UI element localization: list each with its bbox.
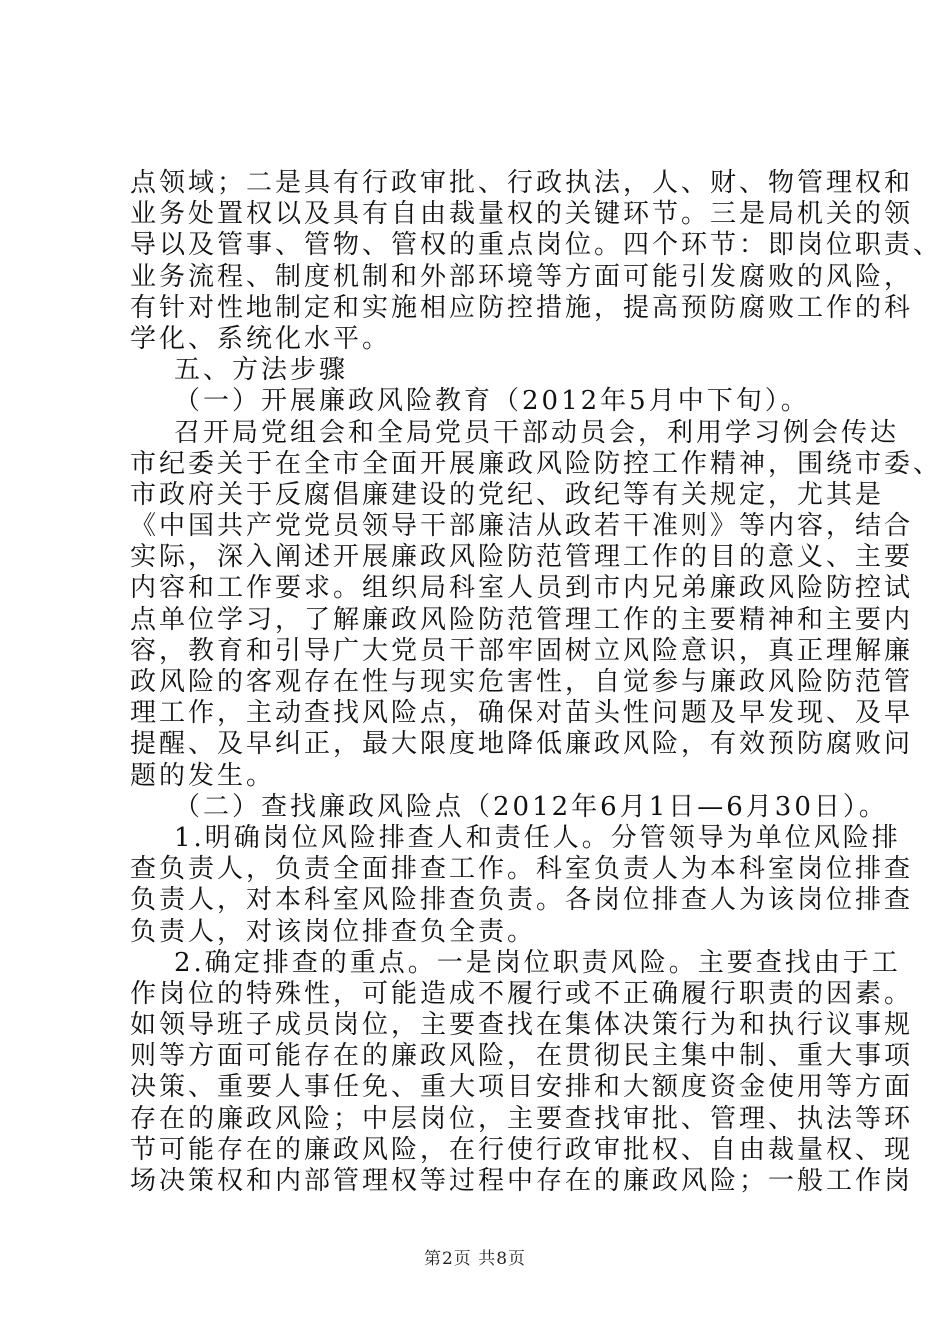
text-line: 市政府关于反腐倡廉建设的党纪、政纪等有关规定，尤其是 [130, 479, 885, 510]
text-line: 点单位学习，了解廉政风险防范管理工作的主要精神和主要内 [130, 604, 914, 635]
page-footer: 第2页 共8页 [423, 1249, 527, 1269]
text-line: 政风险的客观存在性与现实危害性，自觉参与廉政风险防范管 [130, 667, 914, 697]
text-line: 点领域；二是具有行政审批、行政执法，人、财、物管理权和 [130, 168, 914, 198]
text-line: 则等方面可能存在的廉政风险，在贯彻民主集中制、重大事项 [130, 1041, 914, 1072]
text-line: 业务流程、制度机制和外部环境等方面可能引发腐败的风险， [130, 261, 914, 292]
text-line: 市纪委关于在全市全面开展廉政风险防控工作精神，围绕市委、 [130, 448, 943, 479]
document-body [130, 168, 943, 1197]
text-line: 《中国共产党党员领导干部廉洁从政若干准则》等内容，结合 [130, 511, 914, 542]
text-line: 负责人，对本科室风险排查负责。各岗位排查人为该岗位排查 [130, 885, 914, 916]
text-line: 学化、系统化水平。 [130, 323, 392, 354]
text-line: 理工作，主动查找风险点，确保对苗头性问题及早发现、及早 [130, 698, 914, 729]
text-line: 提醒、及早纠正，最大限度地降低廉政风险，有效预防腐败问 [130, 729, 914, 760]
text-line: 作岗位的特殊性，可能造成不履行或不正确履行职责的因素。 [130, 978, 914, 1009]
text-line: 存在的廉政风险；中层岗位，主要查找审批、管理、执法等环 [130, 1103, 914, 1134]
text-line: （一）开展廉政风险教育（2012年5月中下旬）。 [174, 386, 810, 417]
text-line: 内容和工作要求。组织局科室人员到市内兄弟廉政风险防控试 [130, 573, 914, 604]
text-line: 实际，深入阐述开展廉政风险防范管理工作的目的意义、主要 [130, 542, 914, 573]
text-line: 召开局党组会和全局党员干部动员会，利用学习例会传达 [174, 417, 900, 448]
text-line: 场决策权和内部管理权等过程中存在的廉政风险；一般工作岗 [130, 1166, 914, 1196]
text-line: 如领导班子成员岗位，主要查找在集体决策行为和执行议事规 [130, 1010, 914, 1041]
text-line: 容，教育和引导广大党员干部牢固树立风险意识，真正理解廉 [130, 635, 914, 666]
text-line: 五、方法步骤 [174, 355, 349, 386]
text-line: 查负责人，负责全面排查工作。科室负责人为本科室岗位排查 [130, 854, 914, 885]
text-line: 负责人，对该岗位排查负全责。 [130, 916, 537, 947]
text-line: 导以及管事、管物、管权的重点岗位。四个环节：即岗位职责、 [130, 230, 943, 261]
text-line: 节可能存在的廉政风险，在行使行政审批权、自由裁量权、现 [130, 1134, 914, 1165]
text-line: 有针对性地制定和实施相应防控措施，提高预防腐败工作的科 [130, 292, 914, 323]
text-line: 决策、重要人事任免、重大项目安排和大额度资金使用等方面 [130, 1072, 914, 1103]
text-line: 1.明确岗位风险排查人和责任人。分管领导为单位风险排 [174, 822, 901, 853]
text-line: 业务处置权以及具有自由裁量权的关键环节。三是局机关的领 [130, 199, 914, 230]
text-line: 题的发生。 [130, 760, 276, 791]
text-line: 2.确定排查的重点。一是岗位职责风险。主要查找由于工 [174, 947, 901, 978]
text-line: （二）查找廉政风险点（2012年6月1日—6月30日）。 [174, 791, 888, 822]
